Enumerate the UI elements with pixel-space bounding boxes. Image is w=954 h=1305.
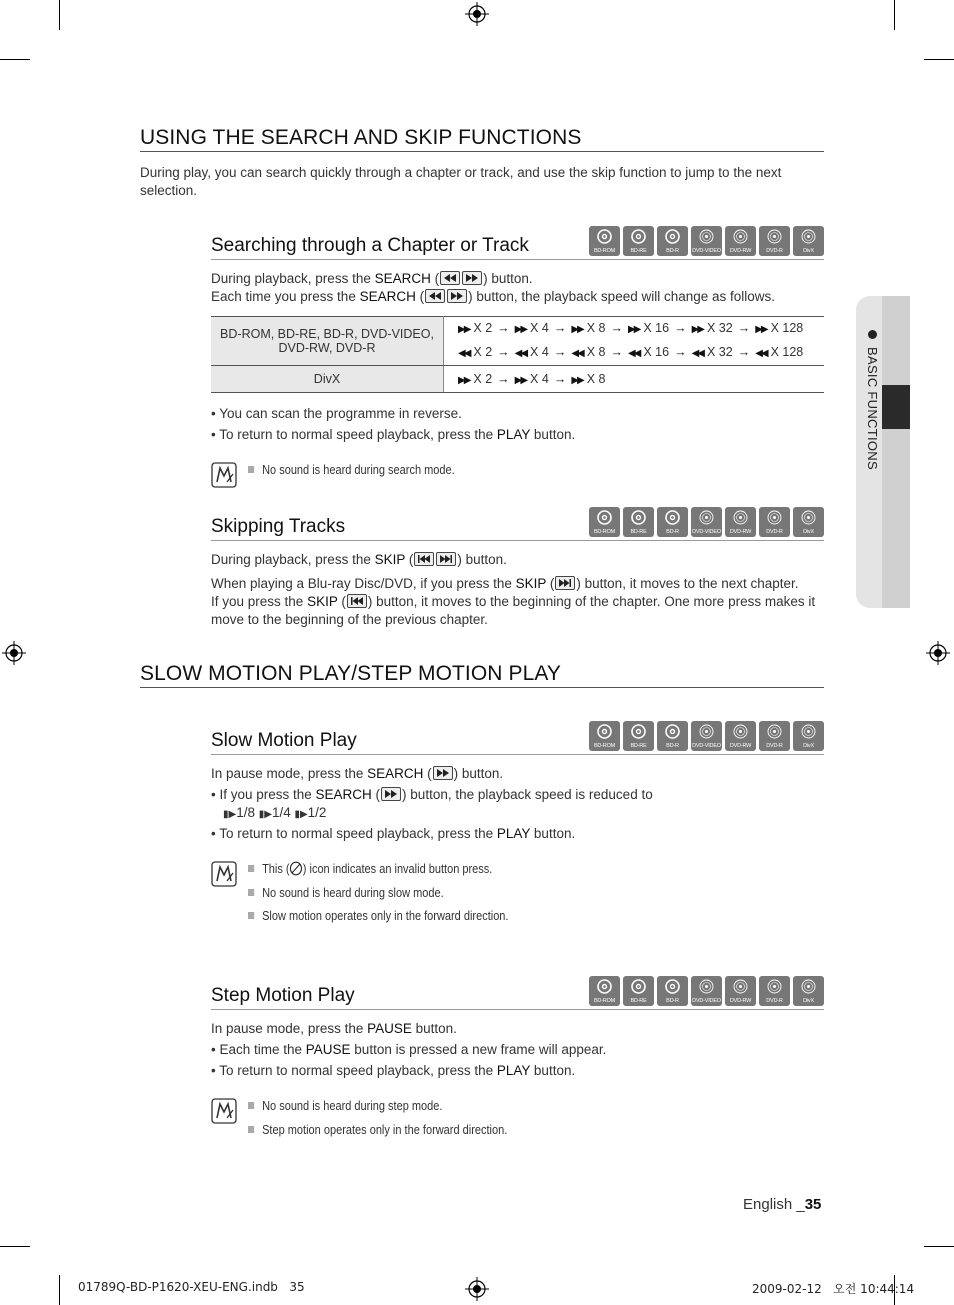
disc-icon-row xyxy=(589,976,824,1006)
text-run: Each time you press the xyxy=(211,289,360,304)
skip-back-button-icon xyxy=(414,552,434,566)
disc-format-label: DVD-VIDEO xyxy=(692,743,721,749)
fast-forward-icon: ▶▶ xyxy=(627,324,640,335)
rewind-button-icon xyxy=(425,289,445,303)
disc-format-label: DVD-R xyxy=(766,743,783,749)
side-tab-marker xyxy=(882,385,910,429)
note-text xyxy=(248,862,492,877)
footer-page: 35 xyxy=(804,1196,822,1213)
disc-type-cell: DivX xyxy=(211,366,444,393)
subsection-title: Slow Motion Play xyxy=(211,730,357,751)
disc-format-label: DVD-RW xyxy=(729,248,752,254)
bullet-dot-icon xyxy=(868,330,877,339)
text-run: When playing a Blu-ray Disc/DVD, if you press the xyxy=(211,576,516,591)
arrow-right-icon: → xyxy=(497,321,510,335)
subsection-title: Skipping Tracks xyxy=(211,516,346,537)
disc-format-icon xyxy=(793,721,824,751)
bullet-square-icon xyxy=(248,1102,254,1109)
bullet-square-icon xyxy=(248,865,254,872)
disc-format-icon xyxy=(759,976,790,1006)
speed-table xyxy=(211,316,824,393)
text-run: • If you press the xyxy=(211,787,316,802)
note-icon xyxy=(211,861,237,887)
speed-value: 1/8 xyxy=(236,805,259,820)
text-run: button. xyxy=(411,1021,457,1036)
disc-format-icon xyxy=(725,721,756,751)
speed-value: X 8 xyxy=(586,372,606,386)
disc-format-icon xyxy=(657,226,688,256)
disc-format-icon xyxy=(793,226,824,256)
disc-format-icon xyxy=(759,721,790,751)
disc-format-icon xyxy=(623,976,654,1006)
body-text: move to the beginning of the previous chapter. xyxy=(211,612,488,627)
disc-format-label: BD-ROM xyxy=(593,998,616,1004)
button-name: SKIP xyxy=(307,594,338,609)
speed-value: X 128 xyxy=(770,345,804,359)
text-run: button. xyxy=(530,1063,576,1078)
subsection-header xyxy=(211,232,824,260)
speed-value: X 4 xyxy=(530,372,549,386)
disc-icon-row xyxy=(589,226,824,256)
fast-forward-icon: ▶▶ xyxy=(691,324,703,335)
crop-mark xyxy=(894,0,895,30)
button-name: PAUSE xyxy=(305,1042,351,1057)
disc-format-label: DVD-VIDEO xyxy=(692,998,721,1004)
registration-mark-icon xyxy=(465,2,489,26)
disc-format-label: DivX xyxy=(803,529,814,535)
subsection-header xyxy=(211,982,824,1010)
disc-format-icon xyxy=(759,507,790,537)
speed-value: X 128 xyxy=(770,321,804,335)
page-number xyxy=(743,1196,821,1213)
bullet-square-icon xyxy=(248,912,254,919)
disc-format-label: BD-RE xyxy=(630,248,647,254)
bullet-text xyxy=(211,426,575,444)
fast-forward-icon: ▶▶ xyxy=(755,324,767,335)
registration-mark-icon xyxy=(926,641,950,665)
text-run: ) icon indicates an invalid button press. xyxy=(302,862,493,876)
button-name: PLAY xyxy=(496,826,531,841)
arrow-right-icon: → xyxy=(674,345,687,359)
disc-format-label: DVD-R xyxy=(766,248,783,254)
disc-format-label: BD-R xyxy=(666,998,679,1004)
disc-format-label: DivX xyxy=(803,998,814,1004)
bullet-square-icon xyxy=(248,466,254,473)
subsection-title: Step Motion Play xyxy=(211,985,355,1006)
disc-type-cell xyxy=(211,317,444,366)
fast-forward-icon: ▶▶ xyxy=(571,375,583,386)
button-name: SKIP xyxy=(515,576,547,591)
disc-format-icon xyxy=(589,976,620,1006)
disc-format-label: DVD-VIDEO xyxy=(692,248,721,254)
fast-forward-button-icon xyxy=(462,271,482,285)
disc-format-label: BD-R xyxy=(666,529,679,535)
note-text xyxy=(248,886,444,900)
crop-mark xyxy=(59,1275,60,1305)
reverse-speed-list xyxy=(458,341,824,365)
slow-forward-icon: ▮▶ xyxy=(258,809,272,820)
slow-forward-icon: ▮▶ xyxy=(294,809,308,820)
bullet-text xyxy=(211,1041,606,1059)
button-name: SEARCH xyxy=(367,766,424,781)
rewind-icon: ◀◀ xyxy=(458,348,470,359)
crop-mark xyxy=(0,1246,30,1247)
disc-format-label: BD-RE xyxy=(630,998,647,1004)
crop-mark xyxy=(0,59,30,60)
disc-format-icon xyxy=(793,507,824,537)
button-name: PLAY xyxy=(496,1063,531,1078)
rewind-icon: ◀◀ xyxy=(691,348,703,359)
speed-value: X 4 xyxy=(530,321,549,335)
disc-icon-row xyxy=(589,507,824,537)
fast-forward-icon: ▶▶ xyxy=(458,324,470,335)
fast-forward-icon: ▶▶ xyxy=(514,324,527,335)
rewind-icon: ◀◀ xyxy=(514,348,527,359)
table-row xyxy=(211,366,824,393)
bullet-text xyxy=(211,825,575,843)
fast-forward-button-icon xyxy=(447,289,467,303)
fast-forward-icon: ▶▶ xyxy=(458,375,470,386)
note-text xyxy=(248,909,508,923)
disc-format-icon xyxy=(623,507,654,537)
disc-format-icon xyxy=(725,226,756,256)
text-run: button. xyxy=(530,826,576,841)
arrow-right-icon: → xyxy=(497,345,510,359)
arrow-right-icon: → xyxy=(674,321,687,335)
intro-text: During play, you can search quickly through a chapter or track, and use the skip function to jump to the next xyxy=(140,165,782,180)
disc-format-icon xyxy=(657,507,688,537)
disc-format-icon xyxy=(623,226,654,256)
button-name: SKIP xyxy=(374,552,406,567)
fast-forward-icon: ▶▶ xyxy=(571,324,583,335)
bullet-text: • If you press the SEARCH ( ) button, the playback speed is reduced to xyxy=(211,787,653,802)
disc-format-icon xyxy=(657,721,688,751)
bullet-square-icon xyxy=(248,1126,254,1133)
note-text xyxy=(248,463,455,477)
text-run: No sound is heard during step mode. xyxy=(262,1099,443,1113)
speed-value: X 8 xyxy=(586,345,606,359)
speed-value: X 2 xyxy=(473,321,493,335)
crop-mark xyxy=(924,59,954,60)
speed-value: X 4 xyxy=(530,345,549,359)
print-timestamp: 2009-02-12 오전 10:44:14 xyxy=(752,1282,915,1296)
forward-speed-list xyxy=(458,372,824,386)
slow-speed-list xyxy=(223,804,326,824)
disc-format-label: DVD-RW xyxy=(729,743,752,749)
fast-forward-button-icon xyxy=(433,766,453,780)
disc-format-label: DVD-VIDEO xyxy=(692,529,721,535)
text-run: button, it moves to the beginning of the chapter. One more press makes it xyxy=(372,594,816,609)
body-text: During playback, press the SKIP ( ) button. xyxy=(211,552,507,567)
button-name: SEARCH xyxy=(374,271,431,286)
crop-mark xyxy=(59,0,60,30)
arrow-right-icon: → xyxy=(737,321,751,335)
speed-cell xyxy=(444,317,825,366)
disc-format-icon xyxy=(589,226,620,256)
slow-forward-icon: ▮▶ xyxy=(223,809,237,820)
text-run: During playback, press the xyxy=(211,271,375,286)
note-text xyxy=(248,1123,507,1137)
invalid-icon xyxy=(290,861,303,876)
body-text: During playback, press the SEARCH ( ) button. xyxy=(211,271,533,286)
rewind-icon: ◀◀ xyxy=(571,348,583,359)
text-run: If you press the xyxy=(211,594,308,609)
bullet-text: • You can scan the programme in reverse. xyxy=(211,406,462,421)
text-run: Slow motion operates only in the forward direction. xyxy=(262,909,509,923)
text-run: button. xyxy=(461,552,507,567)
cell-text: BD-ROM, BD-RE, BD-R, DVD-VIDEO, xyxy=(220,327,434,341)
rewind-button-icon xyxy=(440,271,460,285)
bullet-square-icon xyxy=(248,889,254,896)
button-name: SEARCH xyxy=(359,289,416,304)
text-run: button is pressed a new frame will appear. xyxy=(350,1042,607,1057)
speed-value: X 32 xyxy=(706,321,733,335)
text-run: This ( xyxy=(262,862,290,876)
text-run: • To return to normal speed playback, press the xyxy=(211,427,497,442)
skip-forward-button-icon xyxy=(436,552,456,566)
disc-format-label: DivX xyxy=(803,248,814,254)
speed-value: X 16 xyxy=(643,321,670,335)
disc-format-label: BD-RE xyxy=(630,743,647,749)
text-run: button. xyxy=(487,271,533,286)
disc-format-icon xyxy=(623,721,654,751)
disc-format-icon xyxy=(691,507,722,537)
speed-value: X 32 xyxy=(706,345,733,359)
text-run: • To return to normal speed playback, press the xyxy=(211,1063,497,1078)
footer-language: English _ xyxy=(743,1196,805,1213)
button-name: PAUSE xyxy=(367,1021,412,1036)
disc-format-label: DVD-R xyxy=(766,529,783,535)
arrow-right-icon: → xyxy=(610,321,623,335)
registration-mark-icon xyxy=(465,1277,489,1301)
subsection-header xyxy=(211,727,824,755)
section-title: USING THE SEARCH AND SKIP FUNCTIONS xyxy=(140,126,824,152)
disc-format-label: DVD-RW xyxy=(729,998,752,1004)
disc-format-icon xyxy=(725,976,756,1006)
text-run: During playback, press the xyxy=(211,552,375,567)
text-run: No sound is heard during slow mode. xyxy=(262,886,444,900)
bullet-text xyxy=(211,1062,575,1080)
text-run: button, the playback speed is reduced to xyxy=(406,787,653,802)
disc-format-icon xyxy=(691,976,722,1006)
arrow-right-icon: → xyxy=(497,372,510,386)
table-row xyxy=(211,317,824,366)
note-icon xyxy=(211,462,237,488)
crop-mark xyxy=(924,1246,954,1247)
skip-forward-button-icon xyxy=(555,576,575,590)
speed-value: X 2 xyxy=(473,345,493,359)
disc-format-icon xyxy=(589,507,620,537)
text-run: In pause mode, press the xyxy=(211,1021,368,1036)
subsection-title: Searching through a Chapter or Track xyxy=(211,235,529,256)
body-text: Each time you press the SEARCH ( ) button, the playback speed will change as follows. xyxy=(211,289,776,304)
arrow-right-icon: → xyxy=(737,345,751,359)
text-run: Step motion operates only in the forward direction. xyxy=(262,1123,508,1137)
disc-format-label: BD-R xyxy=(666,743,679,749)
text-run: button. xyxy=(530,427,576,442)
side-tab-strip xyxy=(882,296,910,608)
disc-format-label: BD-RE xyxy=(630,529,647,535)
text-run: BASIC FUNCTIONS xyxy=(865,347,880,470)
disc-format-icon xyxy=(725,507,756,537)
disc-format-icon xyxy=(793,976,824,1006)
button-name: PLAY xyxy=(496,427,531,442)
subsection-header xyxy=(211,513,824,541)
cell-text: DVD-RW, DVD-R xyxy=(278,341,376,355)
fast-forward-icon: ▶▶ xyxy=(514,375,527,386)
arrow-right-icon: → xyxy=(553,321,567,335)
disc-format-icon xyxy=(657,976,688,1006)
speed-value: X 8 xyxy=(586,321,606,335)
arrow-right-icon: → xyxy=(553,345,567,359)
disc-format-icon xyxy=(589,721,620,751)
body-text: If you press the SKIP ( ) button, it moves to the beginning of the chapter. One more press makes it xyxy=(211,594,816,609)
registration-mark-icon xyxy=(2,641,26,665)
disc-format-label: DivX xyxy=(803,743,814,749)
intro-text: selection. xyxy=(140,183,198,198)
button-name: SEARCH xyxy=(315,787,372,802)
text-run: No sound is heard during search mode. xyxy=(262,463,455,477)
note-text xyxy=(248,1099,442,1113)
disc-format-label: BD-ROM xyxy=(593,529,616,535)
disc-format-icon xyxy=(691,721,722,751)
body-text xyxy=(211,1020,457,1038)
body-text: When playing a Blu-ray Disc/DVD, if you press the SKIP ( ) button, it moves to the next chapter. xyxy=(211,576,799,591)
chapter-label xyxy=(860,330,880,480)
disc-format-label: BD-R xyxy=(666,248,679,254)
disc-icon-row xyxy=(589,721,824,751)
text-run: In pause mode, press the xyxy=(211,766,368,781)
text-run: button, it moves to the next chapter. xyxy=(580,576,799,591)
skip-back-button-icon xyxy=(347,594,367,608)
section-title: SLOW MOTION PLAY/STEP MOTION PLAY xyxy=(140,662,824,688)
text-run: • Each time the xyxy=(211,1042,306,1057)
disc-format-icon xyxy=(691,226,722,256)
text-run: button. xyxy=(458,766,504,781)
text-run: button, the playback speed will change as follows. xyxy=(472,289,776,304)
disc-format-label: BD-ROM xyxy=(593,743,616,749)
speed-value: X 2 xyxy=(473,372,493,386)
note-icon xyxy=(211,1098,237,1124)
arrow-right-icon: → xyxy=(610,345,623,359)
text-run: • To return to normal speed playback, press the xyxy=(211,826,497,841)
speed-value: 1/2 xyxy=(307,805,327,820)
speed-value: 1/4 xyxy=(271,805,295,820)
rewind-icon: ◀◀ xyxy=(627,348,640,359)
arrow-right-icon: → xyxy=(553,372,567,386)
fast-forward-button-icon xyxy=(381,787,401,801)
speed-value: X 16 xyxy=(643,345,670,359)
disc-format-label: DVD-RW xyxy=(729,529,752,535)
disc-format-icon xyxy=(759,226,790,256)
rewind-icon: ◀◀ xyxy=(755,348,767,359)
body-text: In pause mode, press the SEARCH ( ) button. xyxy=(211,766,504,781)
disc-format-label: DVD-R xyxy=(766,998,783,1004)
speed-cell xyxy=(444,366,825,393)
print-file-info: 01789Q-BD-P1620-XEU-ENG.indb 35 xyxy=(78,1280,305,1294)
forward-speed-list xyxy=(458,317,824,341)
disc-format-label: BD-ROM xyxy=(593,248,616,254)
